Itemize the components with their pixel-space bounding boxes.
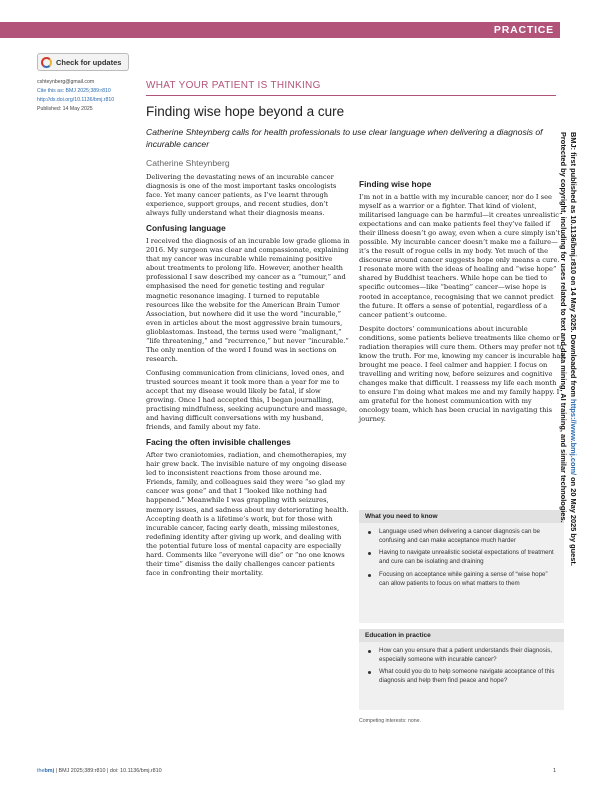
section-label-practice: PRACTICE	[493, 24, 554, 36]
side-note-line-2: Protected by copyright, including for uses related to text and data mining, AI training, and similar technologies.	[559, 132, 568, 523]
doi-link[interactable]: http://dx.doi.org/10.1136/bmj.r810	[37, 97, 115, 103]
heading-invisible-challenges: Facing the often invisible challenges	[146, 437, 291, 448]
list-item: Language used when delivering a cancer diagnosis can be confusing and can make acceptance much harder	[367, 528, 556, 545]
check-for-updates-label: Check for updates	[56, 57, 122, 67]
paragraph: I’m not in a battle with my incurable cancer, nor do I see myself as a warrior or a fighter. That kind of violent, militarised language can be harmful—it creates unrealistic expectations and can make patients feel they’ve failed if their illness doesn’t go away, even when a cure simply isn’t possible. My incurable cancer doesn’t make me a failure—it’s the result of rogue cells in my body. Yet much of the discourse around cancer suggests hope only means a cure. I resonate more with the ideas of healing and “wise hope” shared by Buddhist teachers. While hope can be tied to specific outcomes—like “beating” cancer—wise hope is rooted in acceptance, recognising that we cannot predict the future. It offers a sense of potential, regardless of a cancer patient’s outcome.	[359, 193, 561, 319]
standfirst: Catherine Shteynberg calls for health professionals to use clear language when delivering a diagnosis of incurable cancer	[146, 127, 543, 149]
series-divider	[146, 95, 556, 96]
page-number: 1	[553, 768, 557, 774]
footer-citation	[37, 768, 162, 774]
bullet-icon	[368, 671, 371, 674]
list-item: What could you do to help someone navigate acceptance of this diagnosis and help them find peace and hope?	[367, 668, 556, 685]
competing-interests: Competing interests: none.	[359, 718, 421, 724]
list-item: How can you ensure that a patient understands their diagnosis, especially someone with incurable cancer?	[367, 647, 556, 664]
author-name: Catherine Shteynberg	[146, 158, 230, 168]
box-list	[359, 523, 564, 596]
crossmark-icon	[41, 57, 52, 68]
paragraph: I received the diagnosis of an incurable low grade glioma in 2016. My surgeon was clear and compassionate, explaining that my cancer was incurable while remaining positive about treatments to prolong life. However, another health professional I saw described my cancer as a “tumour,” and emphasised the need for genetic testing and regular magnetic resonance imaging. I turned to reputable resources like the website for the American Brain Tumor Association, but nowhere did it use the word “incurable,” even in articles about the most aggressive brain tumours, glioblastomas. Instead, the terms used were “malignant,” “life threatening,” and “recurrence,” but never “incurable.” The only mention of the word I found was in sections on research.	[146, 237, 350, 363]
intro-paragraph: Delivering the devastating news of an incurable cancer diagnosis is one of the most important tasks oncologists face. Yet many cancer patients, as I’ve learnt through experience, support groups, and recent studies, don’t always fully understand what their diagnosis means.	[146, 173, 337, 218]
heading-confusing-language: Confusing language	[146, 223, 226, 234]
box-list	[359, 642, 564, 694]
published-date: Published: 14 May 2025	[37, 106, 93, 112]
section-header-bar	[0, 22, 560, 38]
author-email[interactable]: cshteynberg@gmail.com	[37, 79, 95, 85]
heading-wise-hope: Finding wise hope	[359, 179, 432, 189]
article-meta	[37, 78, 137, 114]
box-title: What you need to know	[359, 510, 564, 523]
article-title: Finding wise hope beyond a cure	[146, 104, 345, 119]
paragraph: After two craniotomies, radiation, and chemotherapies, my hair grew back. The invisible nature of my ongoing disease led to inconsistent reactions from those around me. Friends, family, and colleagues said they were “so glad my cancer was gone” and that I “looked like nothing had happened.” Meanwhile I was grappling with seizures, memory issues, and sadness about my deteriorating health. Accepting death is a lifetime’s work, but for those with incurable cancer, facing early death, missing milestones, redefining identity after giving up work, and dealing with the potential future loss of mental capacity are especially hard. Comments like “everyone will die” or “no one knows their time” dismiss the daily challenges cancer patients face in confronting their mortality.	[146, 451, 349, 577]
list-item: Focusing on acceptance while gaining a sense of “wise hope” can allow patients to focus on what matters to them	[367, 571, 556, 588]
left-column	[146, 173, 351, 583]
footer-logo-bmj: bmj	[44, 768, 55, 774]
copyright-side-note	[558, 132, 578, 752]
list-item: Having to navigate unrealistic societal expectations of treatment and cure can be isolating and draining	[367, 549, 556, 566]
bmj-url-link[interactable]: https://www.bmj.com/	[569, 398, 578, 476]
box-title: Education in practice	[359, 629, 564, 642]
citation: Cite this as: BMJ 2025;389:r810	[37, 88, 111, 94]
bullet-icon	[368, 574, 371, 577]
education-in-practice-box	[359, 629, 564, 710]
footer-text: | BMJ 2025;389:r810 | doi: 10.1136/bmj.r810	[54, 768, 162, 774]
paragraph: Confusing communication from clinicians, loved ones, and trusted sources meant it took more than a year for me to accept that my disease would likely be fatal, if slow growing. Once I had accepted this, I began journalling, practising mindfulness, seeking acupuncture and massage, and having difficult conversations with my husband, friends, and family about my fate.	[146, 368, 348, 432]
check-for-updates-button[interactable]	[37, 53, 129, 71]
footer-logo-the: the	[37, 768, 45, 774]
bullet-icon	[368, 531, 371, 534]
right-column	[359, 177, 564, 429]
paragraph: Despite doctors’ communications about incurable conditions, some patients believe treatments like chemo or radiation therapies will cure them. Others may prefer not to know the truth. For me, knowing my cancer is incurable has brought me peace. I feel calmer and happier. I focus on travelling and writing now, before seizures and cognitive changes make that difficult. I reassess my life each month to ensure I’m doing what makes me and my family happy. I am grateful for the honest communication with my oncology team, which has been crucial in navigating this journey.	[359, 324, 564, 424]
series-label: WHAT YOUR PATIENT IS THINKING	[146, 80, 321, 91]
bullet-icon	[368, 552, 371, 555]
side-note-line-1: BMJ: first published as 10.1136/bmj.r810 on 14 May 2025. Downloaded from https://www.bmj.com/ on 20 May 2025 by guest.	[569, 132, 578, 566]
bullet-icon	[368, 650, 371, 653]
what-you-need-to-know-box	[359, 510, 564, 623]
